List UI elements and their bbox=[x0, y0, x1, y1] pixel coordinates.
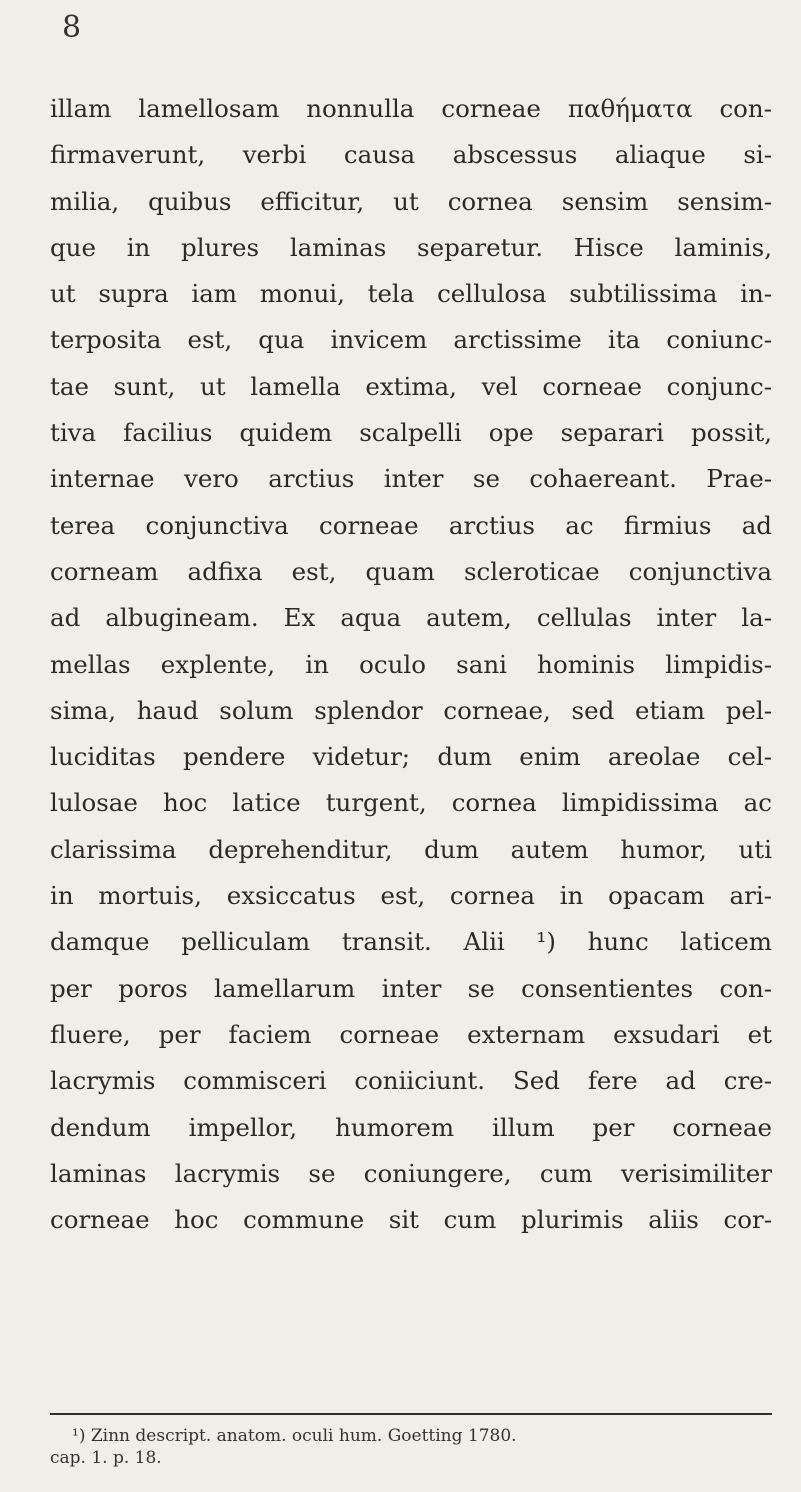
text-line: mellas explente, in oculo sani hominis limpidis- bbox=[50, 649, 772, 679]
text-line: illam lamellosam nonnulla corneae παθήματα con- bbox=[50, 94, 772, 123]
text-line: lulosae hoc latice turgent, cornea limpidissima ac bbox=[50, 788, 772, 818]
text-line: ad albugineam. Ex aqua autem, cellulas inter la- bbox=[50, 603, 772, 633]
text-line: clarissima deprehenditur, dum autem humor, uti bbox=[50, 834, 772, 864]
footnote-divider bbox=[50, 1413, 772, 1415]
text-line: dendum impellor, humorem illum per corneae bbox=[50, 1112, 772, 1142]
text-line: laminas lacrymis se coniungere, cum verisimiliter bbox=[50, 1158, 772, 1188]
text-line: lacrymis commisceri coniiciunt. Sed fere ad cre- bbox=[50, 1066, 772, 1096]
text-line: in mortuis, exsiccatus est, cornea in opacam ari- bbox=[50, 881, 772, 911]
text-line: terea conjunctiva corneae arctius ac firmius ad bbox=[50, 510, 772, 540]
text-line: terposita est, qua invicem arctissime ita coniunc- bbox=[50, 325, 772, 355]
text-line: internae vero arctius inter se cohaereant. Prae- bbox=[50, 464, 772, 494]
footnote-line: cap. 1. p. 18. bbox=[50, 1448, 162, 1468]
body-text bbox=[50, 86, 772, 1243]
text-line: corneae hoc commune sit cum plurimis aliis cor- bbox=[50, 1205, 772, 1235]
page-number: 8 bbox=[62, 10, 82, 45]
text-line: firmaverunt, verbi causa abscessus aliaque si- bbox=[50, 140, 772, 170]
text-line: luciditas pendere videtur; dum enim areolae cel- bbox=[50, 742, 772, 772]
text-line: damque pelliculam transit. Alii ¹) hunc laticem bbox=[50, 927, 772, 957]
text-line: tiva facilius quidem scalpelli ope separari possit, bbox=[50, 418, 772, 448]
text-line: fluere, per faciem corneae externam exsudari et bbox=[50, 1019, 772, 1049]
footnote bbox=[50, 1425, 772, 1469]
text-line: sima, haud solum splendor corneae, sed etiam pel- bbox=[50, 695, 772, 725]
text-line: milia, quibus efficitur, ut cornea sensim sensim- bbox=[50, 186, 772, 216]
text-line: corneam adfixa est, quam scleroticae conjunctiva bbox=[50, 556, 772, 586]
text-line: per poros lamellarum inter se consentientes con- bbox=[50, 973, 772, 1003]
text-line: que in plures laminas separetur. Hisce laminis, bbox=[50, 232, 772, 262]
text-line: ut supra iam monui, tela cellulosa subtilissima in- bbox=[50, 279, 772, 309]
footnote-line: ¹) Zinn descript. anatom. oculi hum. Goetting 1780. bbox=[72, 1426, 517, 1446]
text-line: tae sunt, ut lamella extima, vel corneae conjunc- bbox=[50, 371, 772, 401]
